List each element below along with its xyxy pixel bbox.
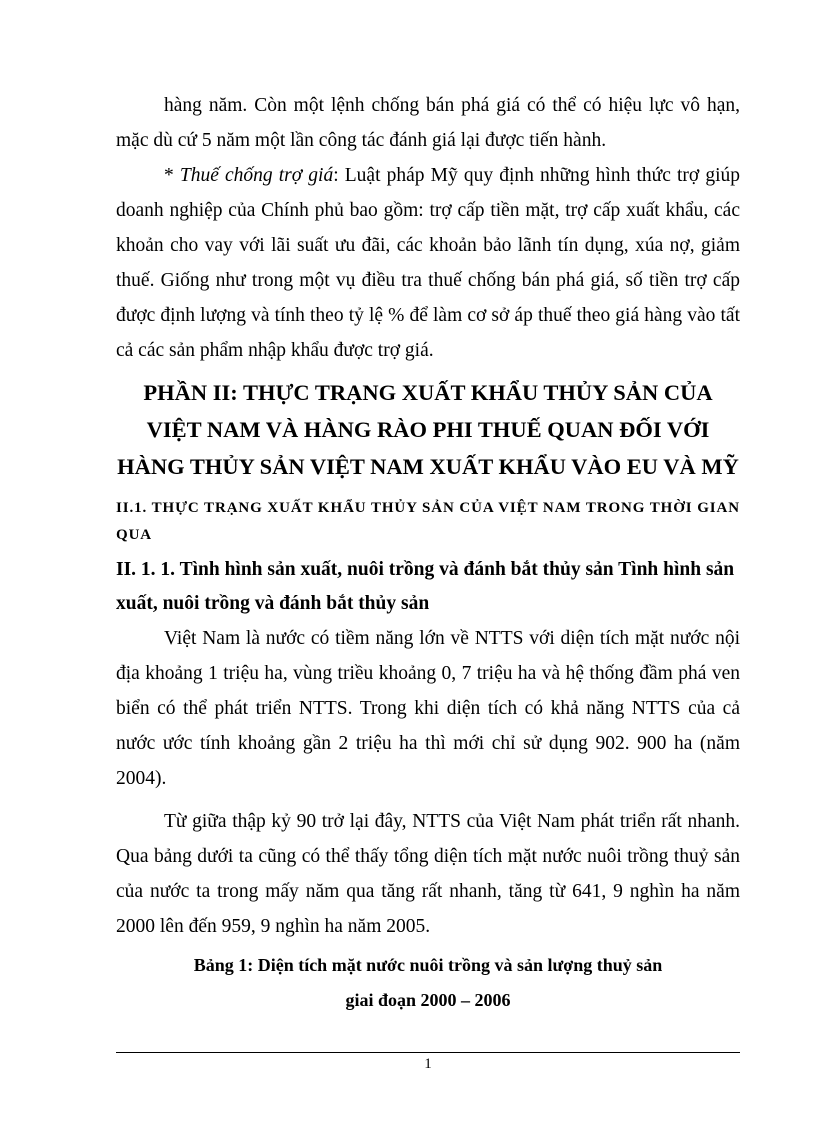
- part-heading: PHẦN II: THỰC TRẠNG XUẤT KHẨU THỦY SẢN CỦA VIỆT NAM VÀ HÀNG RÀO PHI THUẾ QUAN ĐỐI VỚI HÀNG THỦY SẢN VIỆT NAM XUẤT KHẨU VÀO EU VÀ MỸ: [117, 380, 739, 479]
- document-page: [116, 88, 740, 1018]
- paragraph-text: : Luật pháp Mỹ quy định những hình thức trợ giúp doanh nghiệp của Chính phủ bao gồm: trợ cấp tiền mặt, trợ cấp xuất khẩu, các khoản cho vay với lãi suất ưu đãi, các khoản bảo lãnh tín dụng, xúa nợ, giảm thuế. Giống như trong một vụ điều tra thuế chống bán phá giá, số tiền trợ cấp được định lượng và tính theo tỷ lệ % để làm cơ sở áp thuế theo giá hàng vào tất cả các sản phẩm nhập khẩu được trợ giá.: [116, 165, 740, 361]
- paragraph-anti-dumping-duration: hàng năm. Còn một lệnh chống bán phá giá có thể có hiệu lực vô hạn, mặc dù cứ 5 năm một lần công tác đánh giá lại được tiến hành.: [116, 95, 740, 151]
- bullet-marker: *: [164, 165, 180, 186]
- section-heading: II.1. THỰC TRẠNG XUẤT KHẨU THỦY SẢN CỦA VIỆT NAM TRONG THỜI GIAN QUA: [116, 500, 740, 543]
- sub-heading: II. 1. 1. Tình hình sản xuất, nuôi trồng và đánh bắt thủy sản Tình hình sản xuất, nuôi trồng và đánh bắt thủy sản: [116, 559, 735, 614]
- paragraph-countervailing-duty: [116, 158, 740, 368]
- term-countervailing-duty: Thuế chống trợ giá: [179, 165, 334, 186]
- paragraph-aquaculture-potential: Việt Nam là nước có tiềm năng lớn về NTTS với diện tích mặt nước nội địa khoảng 1 triệu ha, vùng triều khoảng 0, 7 triệu ha và hệ thống đầm phá ven biển có thể phát triển NTTS. Trong khi diện tích có khả năng NTTS của cả nước ước tính khoảng gần 2 triệu ha thì mới chỉ sử dụng 902. 900 ha (năm 2004).: [116, 628, 740, 789]
- table-caption: [116, 948, 740, 1018]
- table-caption-line-1: Bảng 1: Diện tích mặt nước nuôi trồng và sản lượng thuỷ sản: [193, 955, 663, 975]
- page-number: 1: [424, 1056, 432, 1072]
- footer-divider: [116, 1052, 740, 1053]
- table-caption-line-2: giai đoạn 2000 – 2006: [345, 990, 511, 1010]
- paragraph-aquaculture-growth: Từ giữa thập kỷ 90 trở lại đây, NTTS của Việt Nam phát triển rất nhanh. Qua bảng dưới ta cũng có thể thấy tổng diện tích mặt nước nuôi trồng thuỷ sản của nước ta trong mấy năm qua tăng rất nhanh, tăng từ 641, 9 nghìn ha năm 2000 lên đến 959, 9 nghìn ha năm 2005.: [116, 811, 740, 937]
